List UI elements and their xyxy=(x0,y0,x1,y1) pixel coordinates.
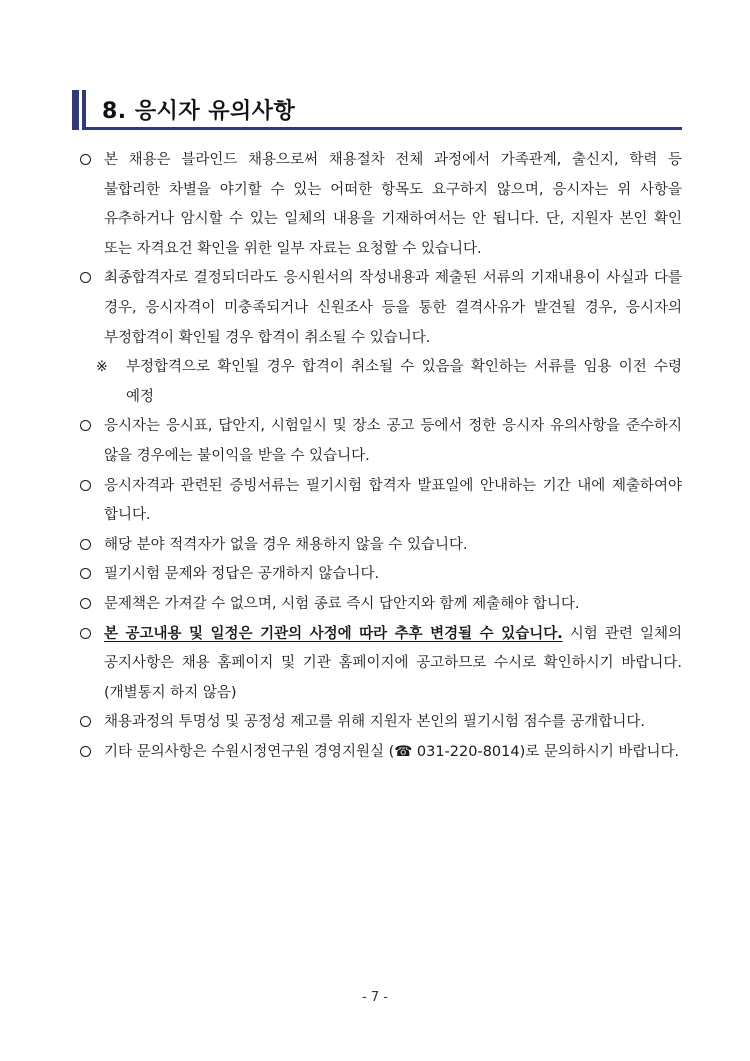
circle-bullet-icon xyxy=(80,628,91,639)
list-item xyxy=(78,560,682,590)
section-header xyxy=(72,88,682,130)
header-underline xyxy=(86,127,682,130)
circle-bullet-icon xyxy=(80,598,91,609)
list-item xyxy=(78,590,682,620)
list-item xyxy=(78,264,682,353)
list-item xyxy=(78,146,682,264)
list-item xyxy=(78,531,682,561)
item-text: 응시자격과 관련된 증빙서류는 필기시험 합격자 발표일에 안내하는 기간 내에 제출하여야 합니다. xyxy=(104,477,682,524)
item-text: 문제책은 가져갈 수 없으며, 시험 종료 즉시 답안지와 함께 제출해야 합니다. xyxy=(104,595,580,612)
list-item xyxy=(78,620,682,709)
item-text: 시험 관련 일체의 공지사항은 채용 홈페이지 및 기관 홈페이지에 공고하므로 수시로 확인하시기 바랍니다. (개별통지 하지 않음) xyxy=(104,625,682,701)
list-item xyxy=(78,412,682,471)
reference-mark-icon: ※ xyxy=(96,359,108,376)
item-text: 해당 분야 적격자가 없을 경우 채용하지 않을 수 있습니다. xyxy=(104,536,468,553)
item-text: 채용과정의 투명성 및 공정성 제고를 위해 지원자 본인의 필기시험 점수를 공개합니다. xyxy=(104,714,645,731)
page-number: - 7 - xyxy=(362,990,388,1005)
header-accent-bar-thin xyxy=(82,90,86,130)
circle-bullet-icon xyxy=(80,746,91,757)
circle-bullet-icon xyxy=(80,539,91,550)
note-item xyxy=(96,353,682,412)
circle-bullet-icon xyxy=(80,420,91,431)
item-text: 기타 문의사항은 수원시정연구원 경영지원실 (☎ 031-220-8014)로 문의하시기 바랍니다. xyxy=(104,743,680,760)
item-text: 필기시험 문제와 정답은 공개하지 않습니다. xyxy=(104,566,380,583)
circle-bullet-icon xyxy=(80,716,91,727)
emphasized-notice-text: 본 공고내용 및 일정은 기관의 사정에 따라 추후 변경될 수 있습니다. xyxy=(104,625,563,642)
list-item xyxy=(78,738,682,768)
list-item xyxy=(78,472,682,531)
item-text: 최종합격자로 결정되더라도 응시원서의 작성내용과 제출된 서류의 기재내용이 사실과 다를 경우, 응시자격이 미충족되거나 신원조사 등을 통한 결격사유가 발견될 경우, 응시자의 부정합격이 확인될 경우 합격이 취소될 수 있습니다. xyxy=(104,270,682,346)
list-item xyxy=(78,708,682,738)
circle-bullet-icon xyxy=(80,154,91,165)
notice-list xyxy=(78,146,682,767)
item-text: 응시자는 응시표, 답안지, 시험일시 및 장소 공고 등에서 정한 응시자 유의사항을 준수하지 않을 경우에는 불이익을 받을 수 있습니다. xyxy=(104,418,682,464)
circle-bullet-icon xyxy=(80,272,91,283)
item-text: 본 채용은 블라인드 채용으로써 채용절차 전체 과정에서 가족관계, 출신지, 학력 등 불합리한 차별을 야기할 수 있는 어떠한 항목도 요구하지 않으며, 응시자는 위 사항을 유추하거나 암시할 수 있는 일체의 내용을 기재하여서는 안 됩니다. 단, 지원자 본인 확인 또는 자격요건 확인을 위한 일부 자료는 요청할 수 있습니다. xyxy=(104,152,682,257)
circle-bullet-icon xyxy=(80,568,91,579)
section-title: 8. 응시자 유의사항 xyxy=(102,99,296,124)
header-accent-bar xyxy=(72,90,79,130)
note-text: 부정합격으로 확인될 경우 합격이 취소될 수 있음을 확인하는 서류를 임용 이전 수령 예정 xyxy=(126,359,682,405)
circle-bullet-icon xyxy=(80,480,91,491)
